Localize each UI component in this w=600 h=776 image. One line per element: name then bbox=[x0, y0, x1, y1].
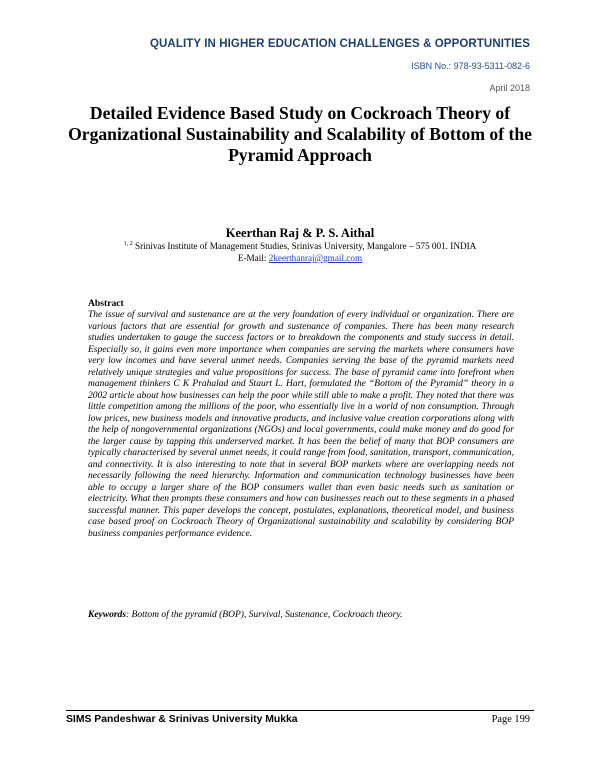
affiliation bbox=[0, 241, 600, 251]
page-number: Page 199 bbox=[491, 714, 530, 725]
author-names: Keerthan Raj & P. S. Aithal bbox=[225, 226, 375, 240]
keywords-line bbox=[88, 610, 514, 620]
paper-title: Detailed Evidence Based Study on Cockroach Theory of Organizational Sustainability and Scalability of Bottom of the Pyramid Approach bbox=[68, 103, 532, 165]
email-label: E-Mail: bbox=[237, 253, 269, 263]
affiliation-superscript: 1, 2 bbox=[123, 240, 133, 247]
footer-institution: SIMS Pandeshwar & Srinivas University Mukka bbox=[66, 714, 298, 725]
email-line bbox=[0, 253, 600, 263]
email-link[interactable]: 2keerthanraj@gmail.com bbox=[268, 253, 363, 263]
affiliation-text: Srinivas Institute of Management Studies, Srinivas University, Mangalore – 575 001. INDIA bbox=[134, 241, 477, 251]
keywords-label: Keywords bbox=[88, 610, 126, 620]
abstract-body: The issue of survival and sustenance are at the very foundation of every individual or organization. There are various factors that are essential for growth and sustenance of companies. There has been many research studies undertaken to gauge the success factors or to breakdown the components and study success in detail. Especially so, it gains even more importance when companies are serving the markets where consumers have very low incomes and have several unmet needs. Companies serving the base of the pyramid markets need relatively unique strategies and value propositions for success. The base of pyramid came into forefront when management thinkers C K Prahalad and Staurt L. Hart, formulated the “Bottom of the Pyramid” theory in a 2002 article about how businesses can help the poor while still able to make a profit. They noted that there was little competition among the millions of the poor, who essentially live in a world of non consumption. Through low prices, new business models and innovative products, and inclusive value creation corporations along with the help of nongovernmental organizations (NGOs) and local governments, could make money and do good for the larger cause by tapping this underserved market. It has been the belief of many that BOP consumers are typically characterised by several unmet needs, it could range from food, sanitation, transport, communication, and connectivity. It is also interesting to note that in several BOP markets where are overlapping needs not necessarily following the need hierarchy. Information and communication technology businesses have been able to occupy a larger share of the BOP consumers wallet than even basic needs such as sanitation or electricity. What then prompts these consumers and how can businesses reach out to these segments in a phased successful manner. This paper develops the concept, postulates, explanations, theoretical model, and business case based proof on Cockroach Theory of Organizational sustainability and scalability by considering BOP business companies performance evidence. bbox=[88, 310, 514, 539]
keywords-text: : Bottom of the pyramid (BOP), Survival, Sustenance, Cockroach theory. bbox=[126, 610, 403, 620]
conference-title: QUALITY IN HIGHER EDUCATION CHALLENGES & OPPORTUNITIES bbox=[149, 38, 530, 50]
publication-date: April 2018 bbox=[489, 83, 530, 93]
footer-divider bbox=[66, 710, 534, 711]
isbn-number: ISBN No.: 978-93-5311-082-6 bbox=[411, 61, 530, 71]
abstract-heading: Abstract bbox=[88, 298, 124, 309]
